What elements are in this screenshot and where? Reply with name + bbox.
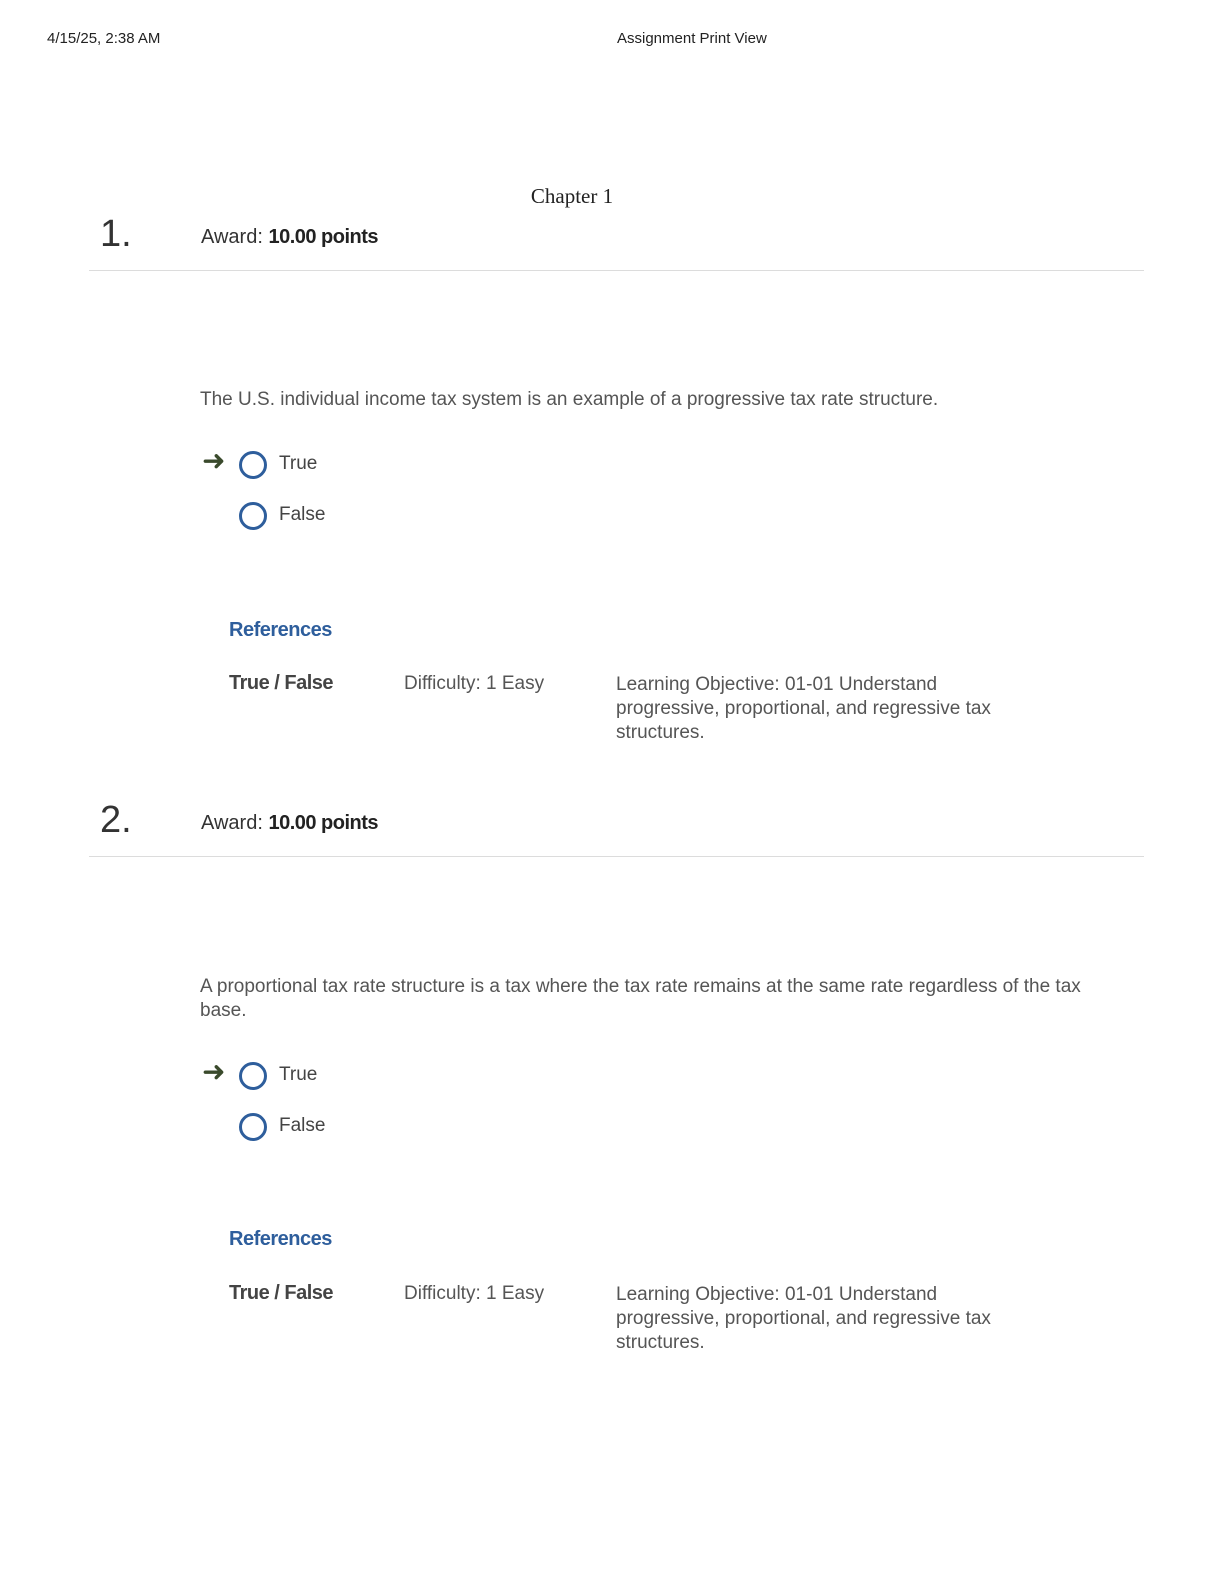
question-divider (89, 270, 1144, 271)
radio-circle-icon[interactable] (239, 502, 267, 530)
option-label: False (279, 1115, 326, 1136)
question-number: 1. (100, 213, 132, 255)
radio-circle-icon[interactable] (239, 1113, 267, 1141)
arrow-right-icon: ➜ (202, 445, 226, 476)
references-heading: References (229, 1228, 332, 1250)
option-label: False (279, 504, 326, 525)
award-points: 10.00 points (268, 226, 379, 248)
difficulty: Difficulty: 1 Easy (404, 1283, 545, 1304)
question-2 (0, 796, 1224, 1366)
print-view-title: Assignment Print View (617, 30, 767, 47)
question-type: True / False (229, 672, 334, 694)
award-label: Award: (201, 812, 263, 834)
chapter-title: Chapter 1 (530, 184, 614, 208)
learning-objective: Learning Objective: 01-01 Understand progressive, proportional, and regressive tax structures. (616, 674, 991, 743)
award-points: 10.00 points (268, 812, 379, 834)
learning-objective: Learning Objective: 01-01 Understand progressive, proportional, and regressive tax structures. (616, 1284, 991, 1353)
question-text: The U.S. individual income tax system is an example of a progressive tax rate structure. (200, 389, 939, 410)
option-label: True (279, 1064, 318, 1085)
difficulty: Difficulty: 1 Easy (404, 673, 545, 694)
question-divider (89, 856, 1144, 857)
question-type: True / False (229, 1282, 334, 1304)
radio-circle-icon[interactable] (239, 451, 267, 479)
question-number: 2. (100, 799, 132, 841)
award (201, 812, 378, 835)
arrow-right-icon: ➜ (202, 1056, 226, 1087)
print-datetime: 4/15/25, 2:38 AM (47, 30, 161, 47)
award-label: Award: (201, 226, 263, 248)
question-text: A proportional tax rate structure is a tax where the tax rate remains at the same rate regardless of the tax base. (200, 976, 1081, 1021)
award (201, 226, 378, 249)
option-label: True (279, 453, 318, 474)
references-heading: References (229, 619, 332, 641)
radio-circle-icon[interactable] (239, 1062, 267, 1090)
question-1 (0, 210, 1224, 780)
